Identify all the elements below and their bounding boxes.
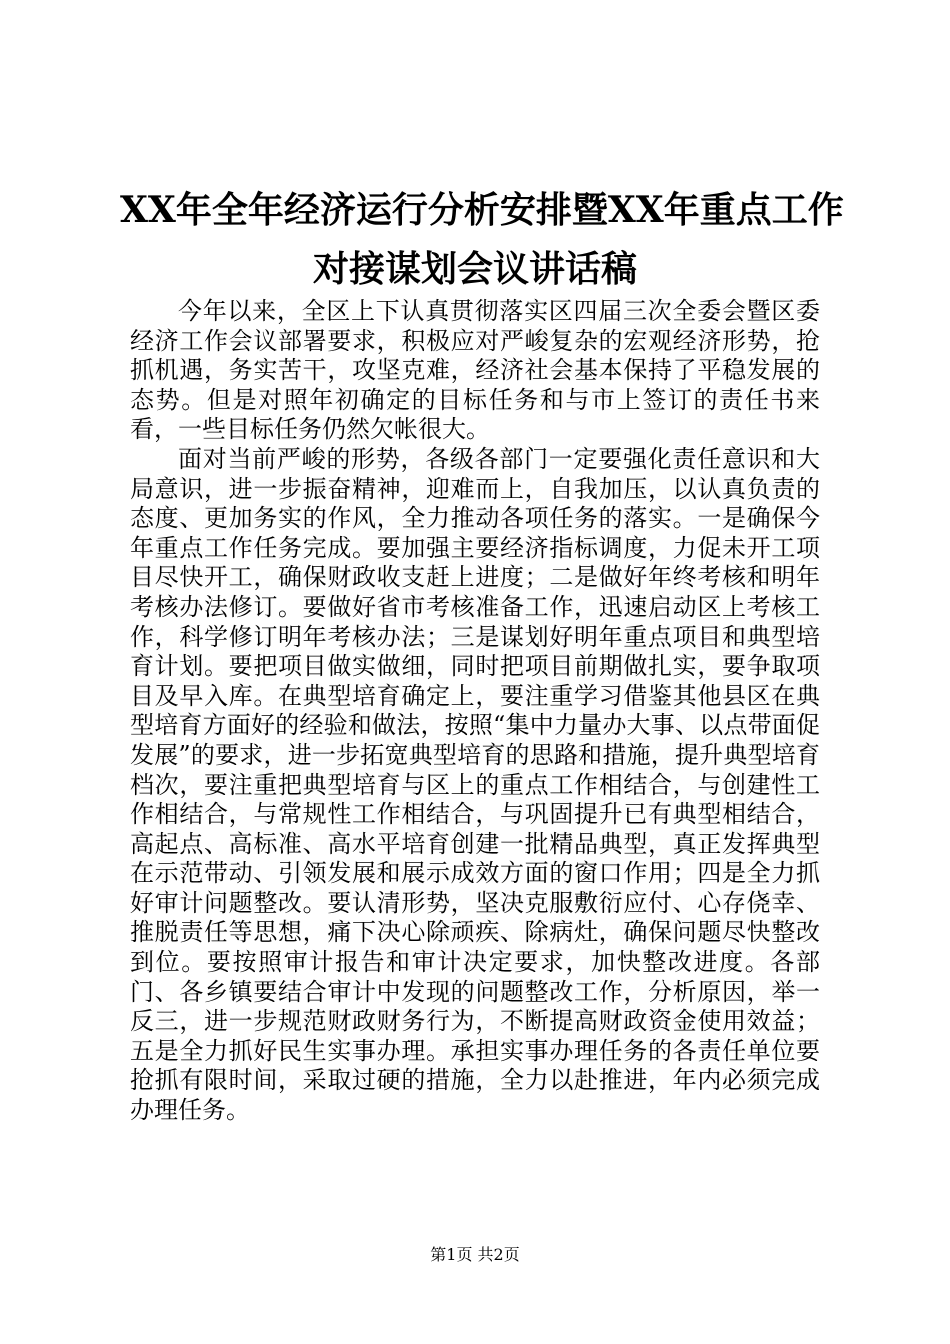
document-body bbox=[130, 297, 820, 1126]
page-number-footer: 第1页 共2页 bbox=[430, 1245, 520, 1264]
document-title-line-2: 对接谋划会议讲话稿 bbox=[312, 248, 637, 290]
body-paragraph-2: 面对当前严峻的形势，各级各部门一定要强化责任意识和大局意识，进一步振奋精神，迎难而上，自我加压，以认真负责的态度、更加务实的作风，全力推动各项任务的落实。一是确保今年重点工作任务完成。要加强主要经济指标调度，力促未开工项目尽快开工，确保财政收支赶上进度；二是做好年终考核和明年考核办法修订。要做好省市考核准备工作，迅速启动区上考核工作，科学修订明年考核办法；三是谋划好明年重点项目和典型培育计划。要把项目做实做细，同时把项目前期做扎实，要争取项目及早入库。在典型培育确定上，要注重学习借鉴其他县区在典型培育方面好的经验和做法，按照“集中力量办大事、以点带面促发展”的要求，进一步拓宽典型培育的思路和措施，提升典型培育档次，要注重把典型培育与区上的重点工作相结合，与创建性工作相结合，与常规性工作相结合，与巩固提升已有典型相结合，高起点、高标准、高水平培育创建一批精品典型，真正发挥典型在示范带动、引领发展和展示成效方面的窗口作用；四是全力抓好审计问题整改。要认清形势，坚决克服敷衍应付、心存侥幸、推脱责任等思想，痛下决心除顽疾、除病灶，确保问题尽快整改到位。要按照审计报告和审计决定要求，加快整改进度。各部门、各乡镇要结合审计中发现的问题整改工作，分析原因，举一反三，进一步规范财政财务行为，不断提高财政资金使用效益；五是全力抓好民生实事办理。承担实事办理任务的各责任单位要抢抓有限时间，采取过硬的措施，全力以赴推进，年内必须完成办理任务。 bbox=[130, 444, 820, 1125]
document-title-line-1: XX年全年经济运行分析安排暨XX年重点工作 bbox=[120, 189, 844, 231]
body-paragraph-1: 今年以来，全区上下认真贯彻落实区四届三次全委会暨区委经济工作会议部署要求，积极应对严峻复杂的宏观经济形势，抢抓机遇，务实苦干，攻坚克难，经济社会基本保持了平稳发展的态势。但是对照年初确定的目标任务和与市上签订的责任书来看，一些目标任务仍然欠帐很大。 bbox=[130, 297, 820, 444]
